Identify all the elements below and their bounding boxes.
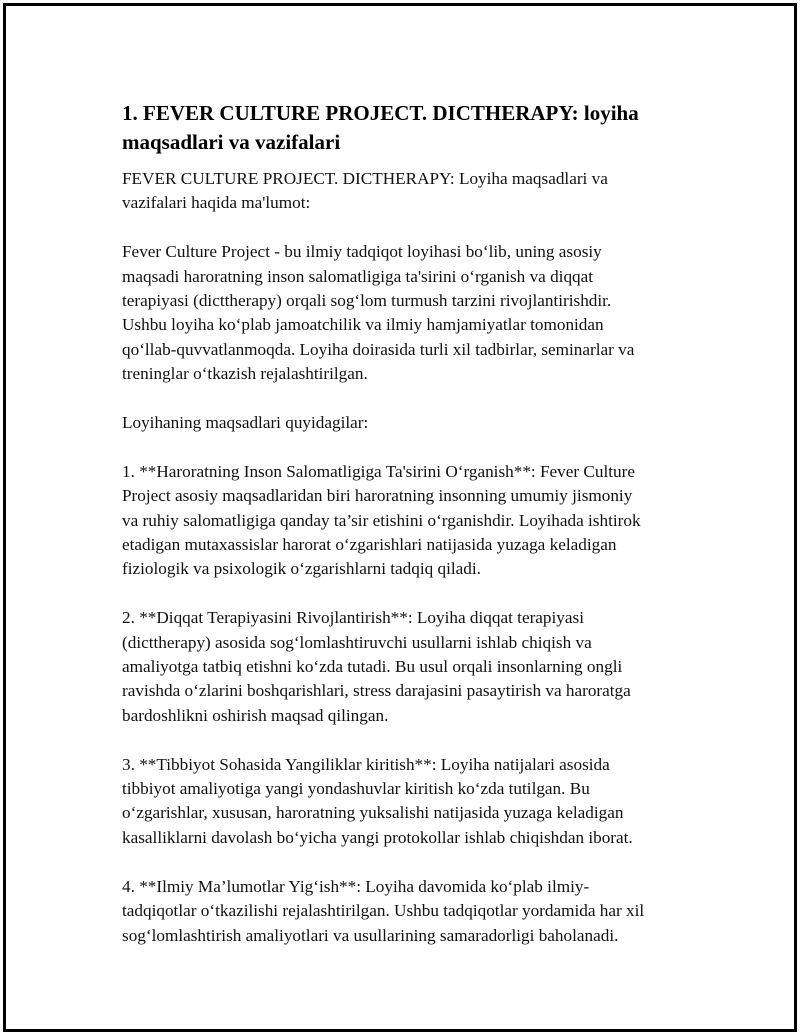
text-line: maqsadi haroratning inson salomatligiga ta'sirini o‘rganish va diqqat xyxy=(122,266,594,286)
text-line: Project asosiy maqsadlaridan biri haroratning insonning umumiy jismoniy xyxy=(122,486,633,506)
text-line: 4. **Ilmiy Ma’lumotlar Yig‘ish**: Loyiha davomida ko‘plab ilmiy- xyxy=(122,876,590,896)
goal-item-3 xyxy=(122,753,692,851)
text-line: terapiyasi (dicttherapy) orqali sog‘lom turmush tarzini rivojlantirishdir. xyxy=(122,291,612,311)
description-paragraph xyxy=(122,240,692,386)
document-title xyxy=(122,99,692,157)
intro-paragraph xyxy=(122,167,692,216)
text-line: ravishda o‘zlarini boshqarishlari, stress darajasini pasaytirish va haroratga xyxy=(122,681,631,701)
text-line: amaliyotga tatbiq etishni ko‘zda tutadi. Bu usul orqali insonlarning ongli xyxy=(122,657,623,677)
goal-item-1 xyxy=(122,460,692,582)
document-body xyxy=(122,99,692,948)
text-line: vazifalari haqida ma'lumot: xyxy=(122,193,311,213)
text-line: o‘zgarishlar, xususan, haroratning yuksalishi natijasida yuzaga keladigan xyxy=(122,803,624,823)
title-line: 1. FEVER CULTURE PROJECT. DICTHERAPY: loyiha xyxy=(122,101,639,125)
text-line: tadqiqotlar o‘tkazilishi rejalashtirilgan. Ushbu tadqiqotlar yordamida har xil xyxy=(122,901,645,921)
text-line: 2. **Diqqat Terapiyasini Rivojlantirish**: Loyiha diqqat terapiyasi xyxy=(122,608,584,628)
title-line: maqsadlari va vazifalari xyxy=(122,130,341,154)
text-line: va ruhiy salomatligiga qanday ta’sir etishini o‘rganishdir. Loyihada ishtirok xyxy=(122,510,641,530)
text-line: Ushbu loyiha ko‘plab jamoatchilik va ilmiy hamjamiyatlar tomonidan xyxy=(122,315,604,335)
text-line: treninglar o‘tkazish rejalashtirilgan. xyxy=(122,364,368,384)
text-line: kasalliklarni davolash bo‘yicha yangi protokollar ishlab chiqishdan iborat. xyxy=(122,827,633,847)
goal-item-4 xyxy=(122,875,692,948)
text-line: (dicttherapy) asosida sog‘lomlashtiruvchi usullarni ishlab chiqish va xyxy=(122,632,592,652)
text-line: 3. **Tibbiyot Sohasida Yangiliklar kiritish**: Loyiha natijalari asosida xyxy=(122,754,610,774)
text-line: 1. **Haroratning Inson Salomatligiga Ta'sirini O‘rganish**: Fever Culture xyxy=(122,461,635,481)
text-line: qo‘llab-quvvatlanmoqda. Loyiha doirasida turli xil tadbirlar, seminarlar va xyxy=(122,339,635,359)
text-line: Fever Culture Project - bu ilmiy tadqiqot loyihasi bo‘lib, uning asosiy xyxy=(122,242,602,262)
text-line: etadigan mutaxassislar harorat o‘zgarishlari natijasida yuzaga keladigan xyxy=(122,535,617,555)
text-line: FEVER CULTURE PROJECT. DICTHERAPY: Loyiha maqsadlari va xyxy=(122,169,608,188)
goal-item-2 xyxy=(122,606,692,728)
goals-heading-paragraph xyxy=(122,411,692,435)
page-frame xyxy=(3,3,797,1032)
text-line: bardoshlikni oshirish maqsad qilingan. xyxy=(122,705,389,725)
text-line: tibbiyot amaliyotiga yangi yondashuvlar kiritish ko‘zda tutilgan. Bu xyxy=(122,779,590,799)
text-line: sog‘lomlashtirish amaliyotlari va usullarining samaradorligi baholanadi. xyxy=(122,925,619,945)
text-line: Loyihaning maqsadlari quyidagilar: xyxy=(122,413,369,433)
text-line: fiziologik va psixologik o‘zgarishlarni tadqiq qiladi. xyxy=(122,559,481,579)
